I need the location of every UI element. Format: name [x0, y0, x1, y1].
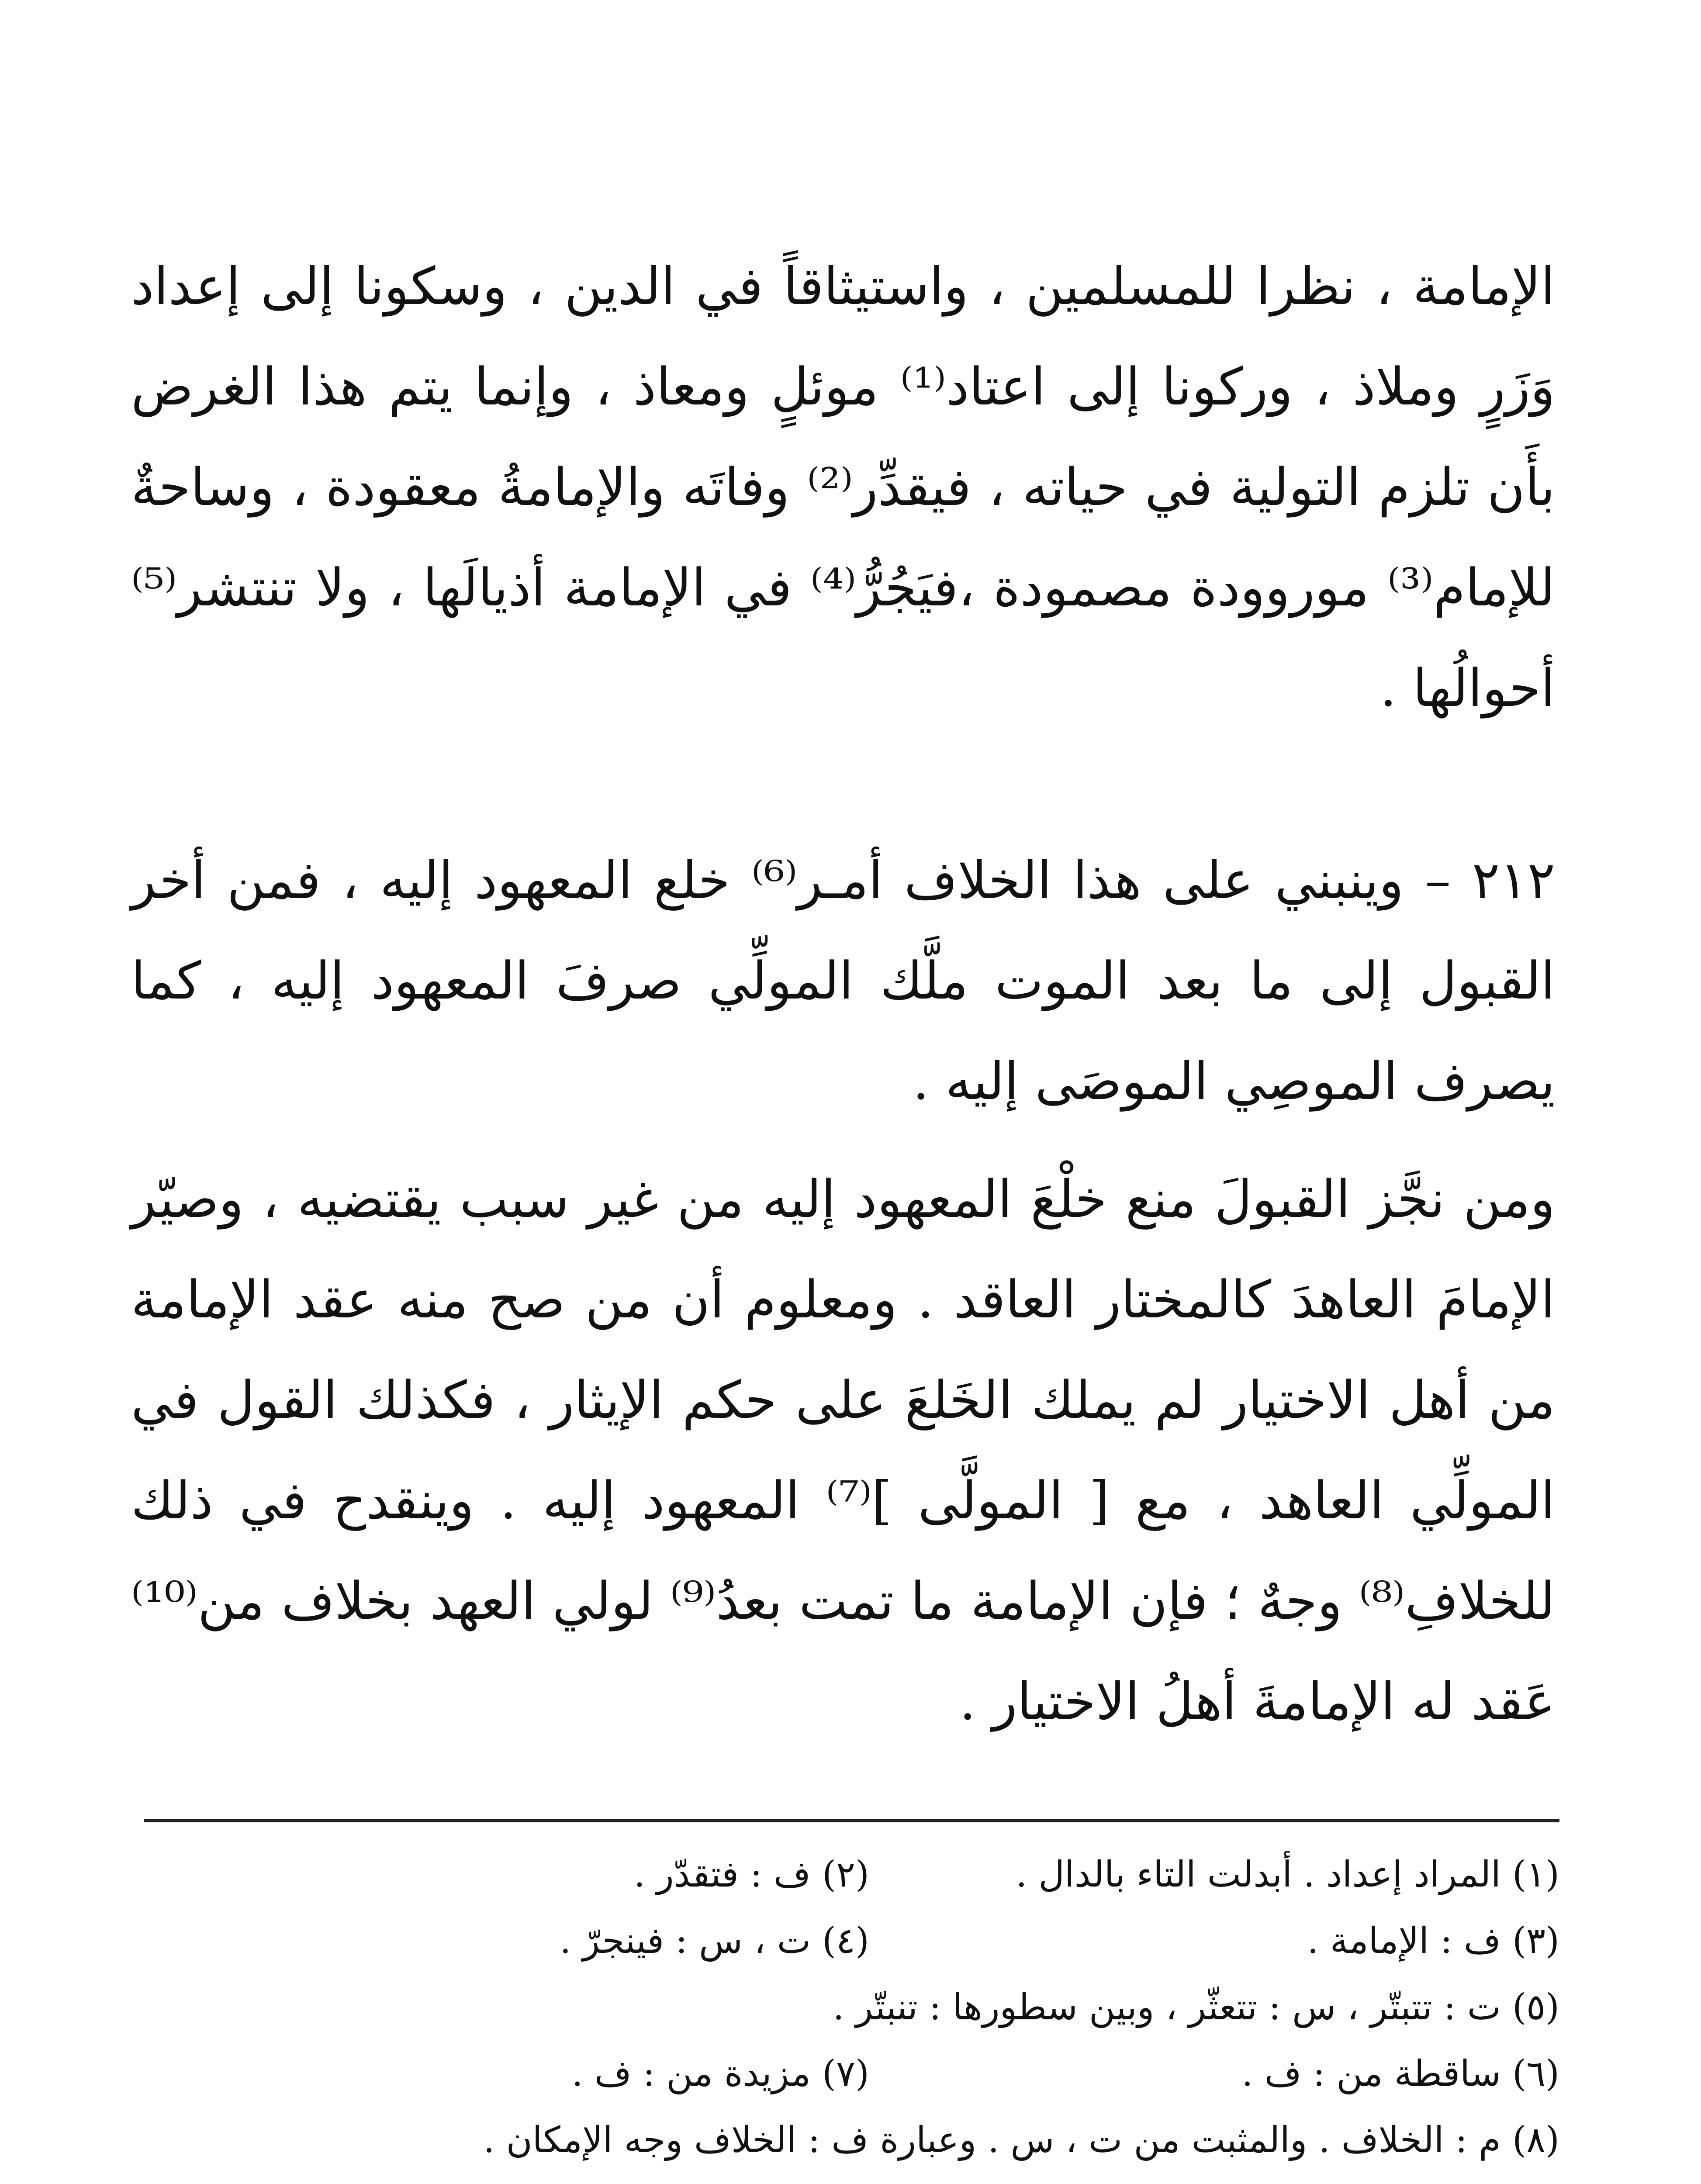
- footnotes: [144, 1841, 1559, 2184]
- footnote-1: (١) المراد إعداد . أبدلت التاء بالدال .: [1016, 1853, 1559, 1895]
- footnote-row: [144, 2173, 1559, 2184]
- footnote-3: (٣) ف : الإمامة .: [1307, 1920, 1559, 1962]
- footnote-6: (٦) ساقطة من : ف .: [1241, 2053, 1559, 2094]
- footnote-4: (٤) ت ، س : فينجرّ .: [560, 1920, 869, 1962]
- body-paragraph-3: [131, 1149, 1555, 1752]
- footnote-row: [144, 2107, 1559, 2173]
- footnote-7: (٧) مزيدة من : ف .: [571, 2053, 869, 2094]
- footnote-row: [144, 1974, 1559, 2040]
- paragraph-text: ومن نجَّز القبولَ منع خلْعَ المعهود إليه من غير سبب يقتضيه ، وصيّر الإمامَ العاهدَ كالمختار العاقد . ومعلوم أن من صح منه عقد الإمامة من أهل الاختيار لم يملك الخَلعَ على حكم الإيثار ، فكذلك القول في المولِّي العاهد ، مع [ المولَّى ]⁽⁷⁾ المعهود إليه . وينقدح في ذلك للخلافِ⁽⁸⁾ وجهٌ ؛ فإن الإمامة ما تمت بعدُ⁽⁹⁾ لولي العهد بخلاف من⁽¹⁰⁾ عَقد له الإمامةَ أهلُ الاختيار .: [131, 1169, 1555, 1731]
- paragraph-text: الإمامة ، نظرا للمسلمين ، واستيثاقاً في الدين ، وسكونا إلى إعداد وَزَرٍ وملاذ ، وركونا إلى اعتاد⁽¹⁾ موئلٍ ومعاذ ، وإنما يتم هذا الغرض بأَن تلزم التولية في حياته ، فيقدِّر⁽²⁾ وفاتَه والإمامةُ معقودة ، وساحةٌ للإمام⁽³⁾ موروودة مصمودة ،فيَجُرُّ⁽⁴⁾ في الإمامة أذيالَها ، ولا تنتشر⁽⁵⁾ أحوالُها .: [131, 256, 1555, 718]
- footnote-2: (٢) ف : فتقدّر .: [633, 1853, 869, 1895]
- footnote-row: [144, 2040, 1559, 2107]
- footnote-5: (٥) ت : تتبتّر ، س : تتعثّر ، وبين سطورها : تنبتّر .: [833, 1986, 1559, 2028]
- footnote-divider: [144, 1819, 1559, 1822]
- body-paragraph-2: [131, 830, 1555, 1131]
- paragraph-text: ٢١٢ – وينبني على هذا الخلاف أمـر⁽⁶⁾ خلع المعهود إليه ، فمن أخر القبول إلى ما بعد الموت ملَّك المولِّي صرفَ المعهود إليه ، كما يصرف الموصِي الموصَى إليه .: [131, 850, 1555, 1111]
- footnote-row: [144, 1841, 1559, 1908]
- body-paragraph-1: [131, 236, 1555, 738]
- footnote-8: (٨) م : الخلاف . والمثبت من ت ، س . وعبارة ف : الخلاف وجه الإمكان .: [483, 2119, 1559, 2161]
- footnote-row: [144, 1908, 1559, 1974]
